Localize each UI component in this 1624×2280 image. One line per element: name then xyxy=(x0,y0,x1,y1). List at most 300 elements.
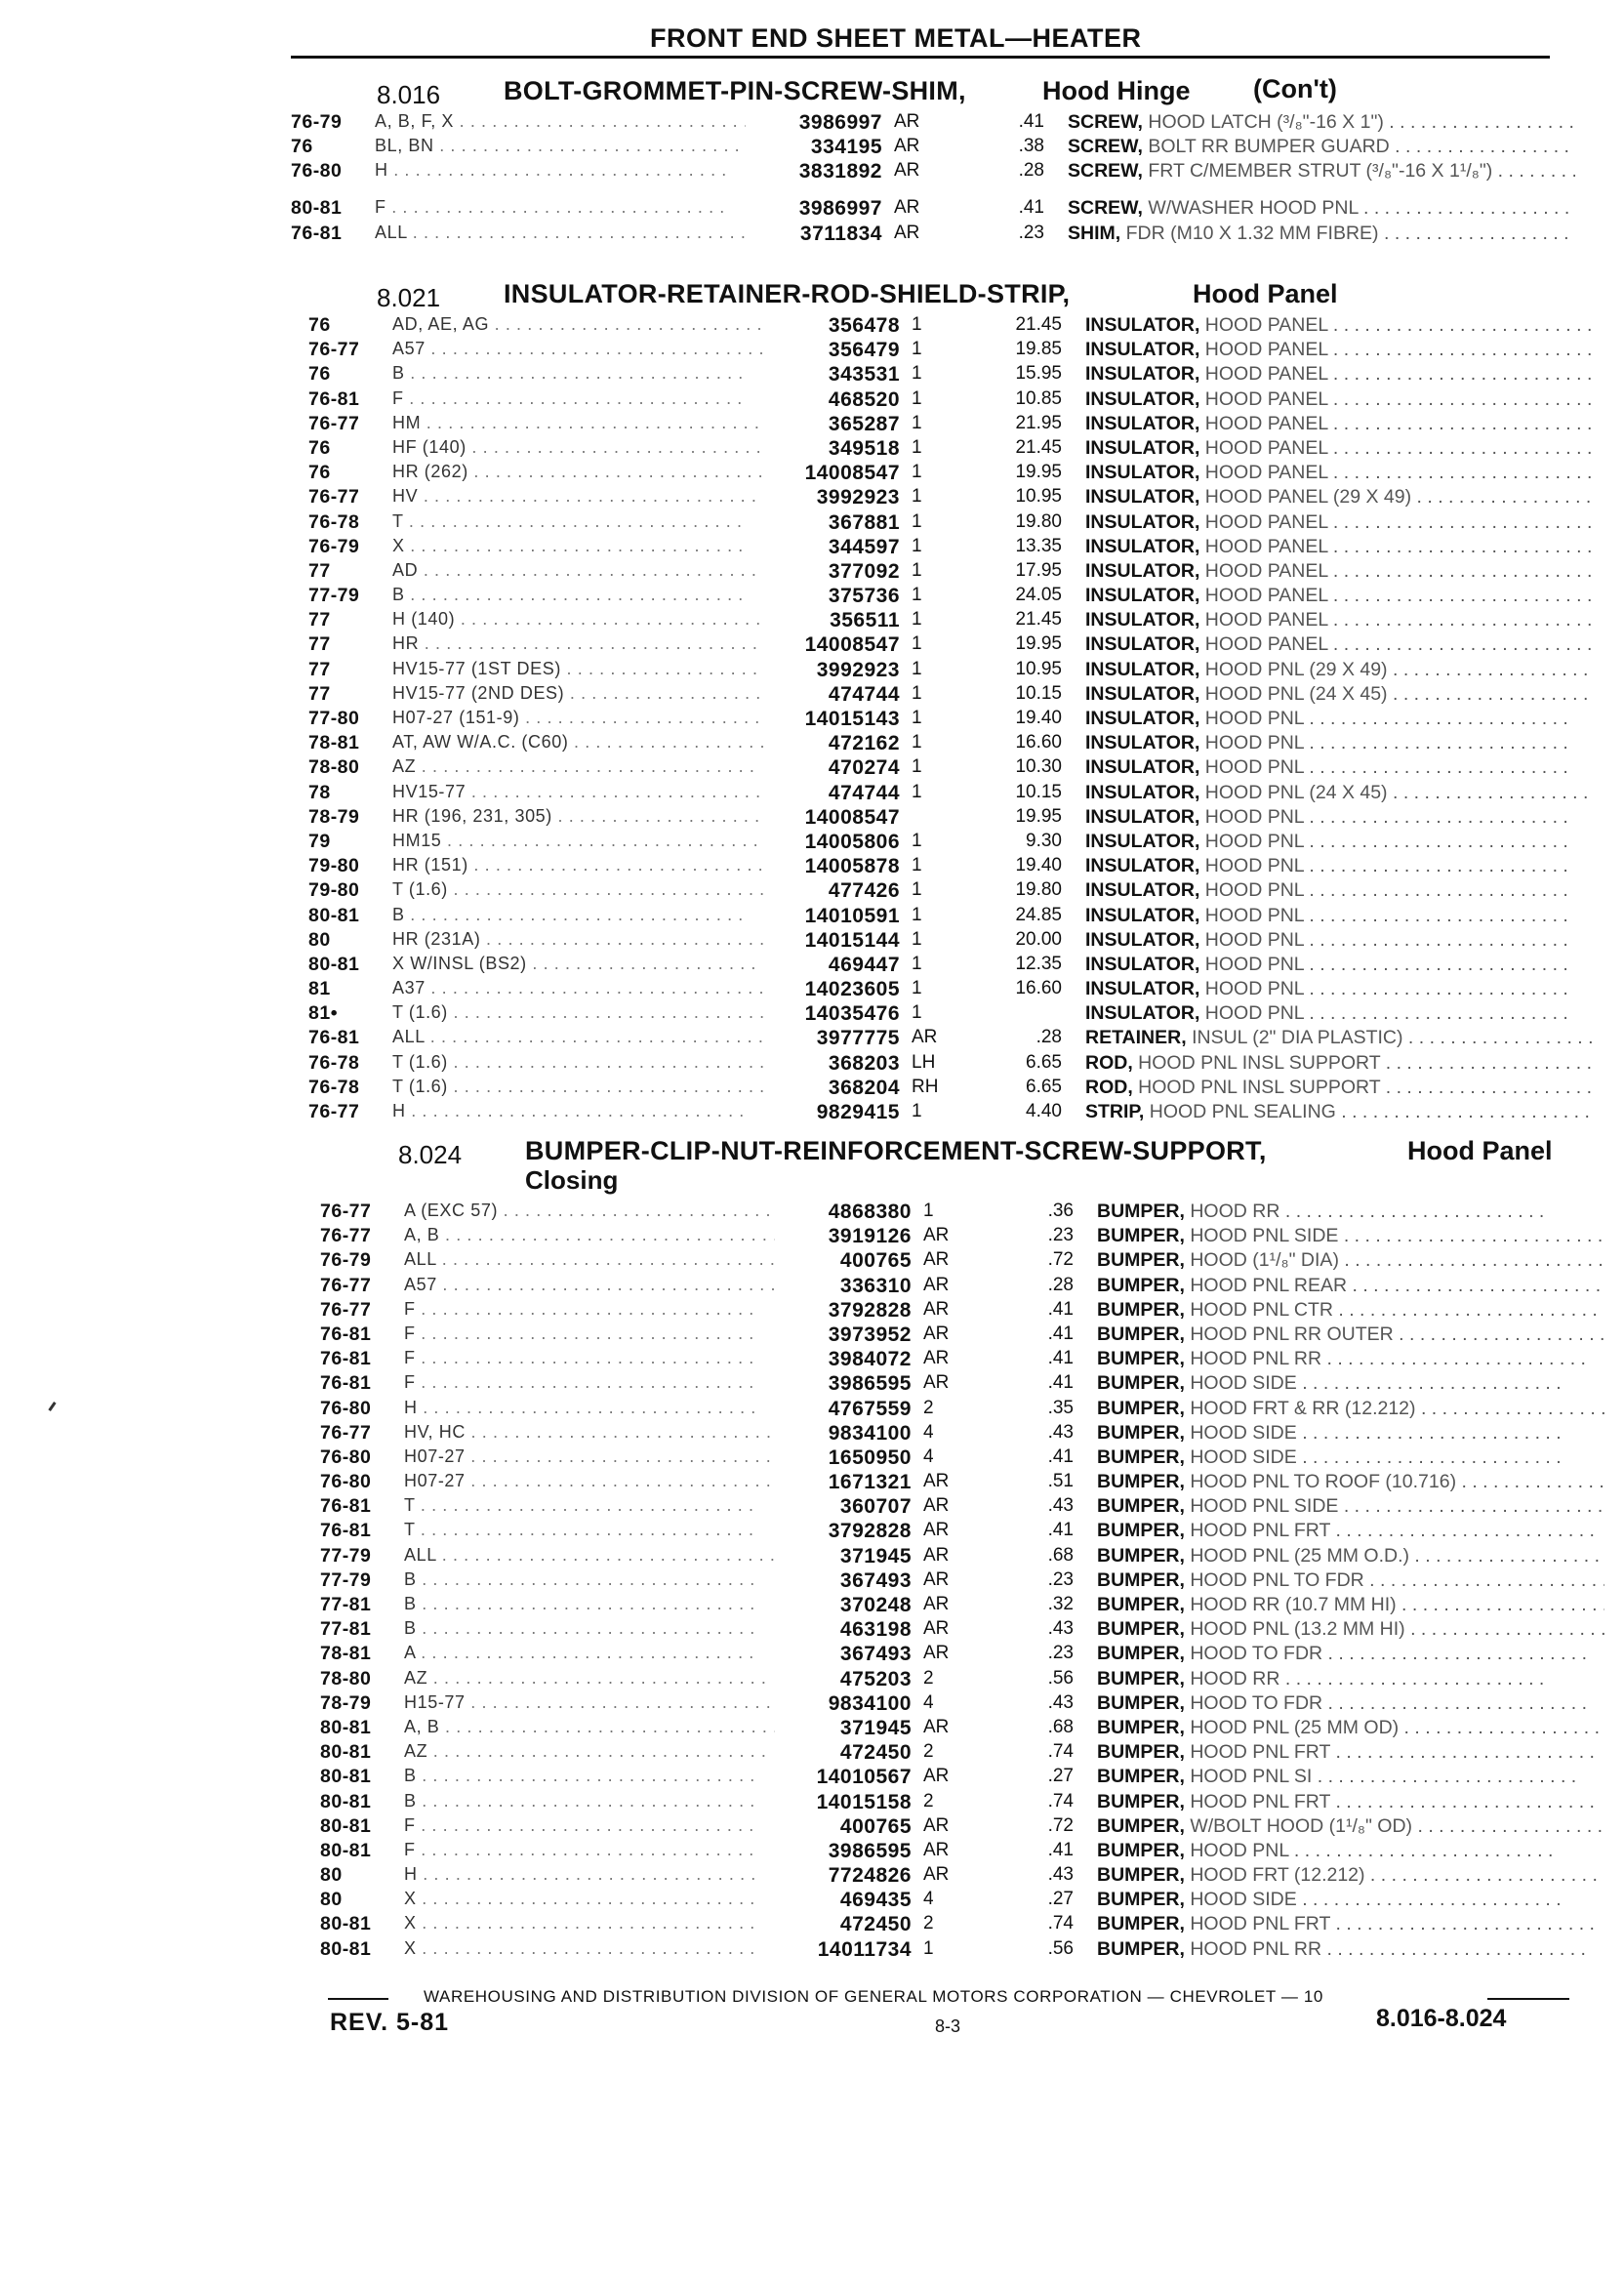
part-detail: HOOD PNL TO ROOF (10.716) . . . xyxy=(1190,1471,1604,1492)
parts-row xyxy=(320,1348,1569,1372)
part-type: BUMPER, xyxy=(1097,1667,1185,1690)
footer-rule-left xyxy=(328,1998,388,2000)
quantity: 1 xyxy=(912,1101,922,1121)
parts-row xyxy=(320,1913,1569,1937)
part-number: 3919126 xyxy=(828,1225,912,1248)
model-code: H15-77 . . . xyxy=(404,1692,775,1713)
price: .23 xyxy=(1047,1643,1074,1664)
model-code: H . . . xyxy=(404,1864,775,1885)
part-description xyxy=(1085,560,1593,583)
model-code: H . . . xyxy=(375,160,746,181)
model-code: A . . . xyxy=(404,1643,775,1663)
part-description xyxy=(1085,954,1593,976)
parts-row xyxy=(308,732,1569,756)
part-type: BUMPER, xyxy=(1097,1790,1185,1812)
quantity: AR xyxy=(923,1814,950,1836)
price: .23 xyxy=(1047,1568,1074,1590)
quantity: AR xyxy=(894,160,920,182)
model-code: B . . . xyxy=(404,1766,775,1786)
part-detail: HOOD PNL . . . xyxy=(1205,708,1568,729)
part-number: 472450 xyxy=(839,1741,912,1765)
model-code: B . . . xyxy=(404,1569,775,1590)
part-type: INSULATOR, xyxy=(1085,732,1200,754)
part-detail: HOOD PNL SEALING . . . xyxy=(1150,1101,1593,1122)
quantity: 1 xyxy=(912,830,922,851)
part-description xyxy=(1097,1643,1604,1665)
part-description xyxy=(1097,1398,1604,1420)
model-code: HR (262) . . . xyxy=(392,462,763,482)
quantity: AR xyxy=(923,1643,950,1664)
part-type: BUMPER, xyxy=(1097,1445,1185,1468)
model-code: A57 . . . xyxy=(392,339,763,359)
quantity: LH xyxy=(912,1051,936,1073)
model-code: X . . . xyxy=(404,1889,775,1909)
parts-row xyxy=(308,462,1569,486)
part-type: INSULATOR, xyxy=(1085,535,1200,557)
model-code: ALL . . . xyxy=(404,1249,775,1270)
header-rule xyxy=(291,56,1550,59)
quantity: AR xyxy=(923,1716,950,1737)
price: .32 xyxy=(1047,1594,1074,1614)
model-year: 76-77 xyxy=(308,1101,360,1122)
part-description xyxy=(1085,633,1593,656)
model-year: 78-79 xyxy=(320,1691,372,1714)
part-type: SCREW, xyxy=(1068,160,1143,183)
part-number: 14035476 xyxy=(804,1002,900,1026)
model-year: 78-79 xyxy=(308,805,360,828)
parts-row xyxy=(308,659,1569,683)
price: 16.60 xyxy=(1015,732,1062,753)
part-detail: HOOD PNL TO FDR . . . xyxy=(1190,1569,1604,1591)
model-year: 76 xyxy=(308,363,331,386)
quantity: 1 xyxy=(912,462,922,483)
quantity: AR xyxy=(923,1568,950,1590)
quantity: 2 xyxy=(923,1741,934,1763)
price: 10.15 xyxy=(1015,781,1062,802)
part-detail: HOOD PNL INSL SUPPORT . . . xyxy=(1138,1077,1593,1098)
model-year: 76-78 xyxy=(308,1076,360,1098)
part-type: BUMPER, xyxy=(1097,1937,1185,1960)
quantity: 2 xyxy=(923,1913,934,1934)
part-type: BUMPER, xyxy=(1097,1618,1185,1641)
quantity: AR xyxy=(923,1471,950,1492)
part-description xyxy=(1085,978,1593,1000)
model-year: 77-79 xyxy=(320,1544,372,1567)
model-code: B . . . xyxy=(392,585,763,605)
quantity: 4 xyxy=(923,1889,934,1910)
part-detail: HOOD PANEL . . . xyxy=(1205,609,1593,631)
model-code: A37 . . . xyxy=(392,978,763,998)
quantity: 1 xyxy=(912,609,922,631)
part-description xyxy=(1085,659,1593,681)
part-number: 1671321 xyxy=(828,1471,912,1494)
price: 19.40 xyxy=(1015,708,1062,728)
model-code: ALL . . . xyxy=(404,1545,775,1566)
price: 10.95 xyxy=(1015,486,1062,508)
part-number: 365287 xyxy=(828,412,900,435)
model-code: HR (196, 231, 305) . . . xyxy=(392,806,763,827)
price: 12.35 xyxy=(1015,953,1062,974)
model-code: A, B . . . xyxy=(404,1717,775,1737)
part-number: 375736 xyxy=(828,585,900,608)
parts-row xyxy=(308,978,1569,1002)
parts-row xyxy=(308,683,1569,708)
parts-row xyxy=(308,363,1569,387)
part-description xyxy=(1085,831,1593,853)
parts-row xyxy=(320,1741,1569,1766)
page-number: 8-3 xyxy=(935,2016,961,2036)
part-number: 349518 xyxy=(828,436,900,460)
model-code: X . . . xyxy=(404,1913,775,1934)
part-type: INSULATOR, xyxy=(1085,559,1200,582)
part-number: 14008547 xyxy=(804,805,900,829)
price: .41 xyxy=(1047,1839,1074,1860)
part-number: 3984072 xyxy=(828,1348,912,1371)
model-code: HR (151) . . . xyxy=(392,855,763,875)
part-number: 472162 xyxy=(828,732,900,755)
part-detail: HOOD PANEL . . . xyxy=(1205,314,1593,336)
model-year: 76-81 xyxy=(291,222,343,244)
quantity: 1 xyxy=(912,436,922,458)
model-code: T . . . xyxy=(392,511,763,532)
model-code: AD, AE, AG . . . xyxy=(392,314,763,335)
part-number: 368203 xyxy=(828,1051,900,1075)
parts-row xyxy=(308,511,1569,536)
part-detail: HOOD PNL . . . xyxy=(1190,1840,1553,1861)
price: 10.15 xyxy=(1015,682,1062,704)
parts-row xyxy=(320,1618,1569,1643)
model-year: 76-78 xyxy=(308,1051,360,1074)
price: .27 xyxy=(1047,1889,1074,1910)
model-code: T (1.6) . . . xyxy=(392,1002,763,1023)
model-code: HR . . . xyxy=(392,633,763,654)
parts-row xyxy=(320,1643,1569,1667)
part-type: ROD, xyxy=(1085,1051,1133,1074)
model-year: 80-81 xyxy=(320,1913,372,1935)
quantity: AR xyxy=(912,1027,938,1048)
price: 19.95 xyxy=(1015,805,1062,827)
model-code: HM . . . xyxy=(392,413,763,433)
quantity: 1 xyxy=(912,756,922,778)
quantity: AR xyxy=(923,1544,950,1566)
price: .23 xyxy=(1018,222,1044,243)
part-description xyxy=(1097,1569,1604,1592)
part-description xyxy=(1097,1201,1604,1223)
quantity: 1 xyxy=(912,633,922,655)
model-code: B . . . xyxy=(392,905,763,925)
model-year: 80 xyxy=(320,1889,343,1911)
footer-division: WAREHOUSING AND DISTRIBUTION DIVISION OF GENERAL MOTORS CORPORATION — CHEVROLET — 10 xyxy=(424,1987,1323,2006)
model-code: A, B . . . xyxy=(404,1225,775,1245)
part-type: INSULATOR, xyxy=(1085,708,1200,729)
price: .74 xyxy=(1047,1913,1074,1934)
part-number: 14015144 xyxy=(804,928,900,952)
part-type: BUMPER, xyxy=(1097,1594,1185,1615)
section-header xyxy=(291,1132,1569,1201)
section-8-024 xyxy=(291,1132,1569,1963)
part-description xyxy=(1085,339,1593,361)
page-title: FRONT END SHEET METAL—HEATER xyxy=(650,23,1142,53)
part-number: 400765 xyxy=(839,1249,912,1273)
price: .28 xyxy=(1035,1027,1062,1048)
parts-row xyxy=(308,855,1569,879)
part-number: 14015143 xyxy=(804,708,900,730)
price: 10.85 xyxy=(1015,387,1062,409)
quantity: 1 xyxy=(912,682,922,704)
part-description xyxy=(1068,111,1575,134)
part-type: SCREW, xyxy=(1068,197,1143,220)
price: .41 xyxy=(1047,1298,1074,1320)
part-description xyxy=(1068,136,1575,158)
part-number: 356479 xyxy=(828,339,900,362)
part-number: 334195 xyxy=(810,136,882,159)
part-detail: HOOD PNL INSL SUPPORT . . . xyxy=(1138,1052,1593,1074)
part-description xyxy=(1097,1545,1604,1568)
part-number: 470274 xyxy=(828,756,900,780)
model-year: 76-77 xyxy=(320,1225,372,1247)
model-code: AZ . . . xyxy=(404,1741,775,1762)
part-description xyxy=(1085,1027,1593,1049)
parts-row xyxy=(308,486,1569,510)
parts-row xyxy=(320,1938,1569,1963)
quantity: 1 xyxy=(912,510,922,532)
part-type: INSULATOR, xyxy=(1085,953,1200,975)
parts-row xyxy=(308,1052,1569,1077)
part-number: 14005806 xyxy=(804,830,900,853)
part-number: 370248 xyxy=(839,1594,912,1616)
model-year: 78-81 xyxy=(308,732,360,754)
parts-row xyxy=(308,1002,1569,1027)
part-description xyxy=(1097,1372,1604,1395)
parts-row xyxy=(320,1372,1569,1397)
part-detail: HOOD PNL SI . . . xyxy=(1190,1766,1576,1787)
part-detail: HOOD SIDE . . . xyxy=(1190,1889,1561,1910)
part-detail: HOOD PANEL . . . xyxy=(1205,437,1593,459)
model-code: B . . . xyxy=(404,1594,775,1614)
quantity: 1 xyxy=(912,585,922,606)
parts-row xyxy=(320,1545,1569,1569)
parts-row xyxy=(320,1717,1569,1741)
parts-row xyxy=(308,929,1569,954)
part-type: INSULATOR, xyxy=(1085,436,1200,459)
part-detail: HOOD PNL FRT . . . xyxy=(1190,1520,1595,1541)
price: .68 xyxy=(1047,1544,1074,1566)
part-detail: HOOD PNL (24 X 45) . . . xyxy=(1205,782,1593,803)
stray-mark xyxy=(48,1402,56,1411)
price: .28 xyxy=(1047,1274,1074,1295)
parts-row xyxy=(308,437,1569,462)
model-code: AZ . . . xyxy=(404,1668,775,1689)
model-year: 76 xyxy=(291,136,313,158)
model-code: H07-27 (151-9) . . . xyxy=(392,708,763,728)
part-number: 469435 xyxy=(839,1889,912,1912)
parts-row xyxy=(308,1077,1569,1101)
model-code: A57 . . . xyxy=(404,1275,775,1295)
part-detail: W/WASHER HOOD PNL . . . xyxy=(1148,197,1575,219)
part-number: 3792828 xyxy=(828,1298,912,1322)
part-description xyxy=(1085,314,1593,337)
part-type: INSULATOR, xyxy=(1085,682,1200,705)
model-year: 80-81 xyxy=(320,1766,372,1788)
part-number: 3973952 xyxy=(828,1323,912,1346)
model-year: 79-80 xyxy=(308,879,360,902)
part-detail: W/BOLT HOOD (1¹/₈" OD) . . . xyxy=(1190,1815,1604,1837)
part-type: BUMPER, xyxy=(1097,1298,1185,1321)
model-year: 77-79 xyxy=(308,585,360,607)
model-code: H07-27 . . . xyxy=(404,1446,775,1467)
part-description xyxy=(1085,683,1593,706)
price: 19.95 xyxy=(1015,633,1062,655)
part-type: ROD, xyxy=(1085,1076,1133,1098)
part-type: INSULATOR, xyxy=(1085,609,1200,631)
part-type: INSULATOR, xyxy=(1085,510,1200,533)
price: .51 xyxy=(1047,1471,1074,1492)
parts-row xyxy=(320,1201,1569,1225)
model-code: HV15-77 (2ND DES) . . . xyxy=(392,683,763,704)
part-number: 477426 xyxy=(828,879,900,903)
quantity: 1 xyxy=(912,904,922,925)
price: 21.45 xyxy=(1015,609,1062,631)
part-type: INSULATOR, xyxy=(1085,830,1200,852)
section-title: INSULATOR-RETAINER-ROD-SHIELD-STRIP, xyxy=(504,279,1071,308)
part-description xyxy=(1097,1249,1604,1272)
parts-row xyxy=(320,1520,1569,1544)
part-detail: HOOD PNL (13.2 MM HI) . . . xyxy=(1190,1618,1604,1640)
model-code: ALL . . . xyxy=(392,1027,763,1047)
quantity: AR xyxy=(894,197,920,219)
price: 6.65 xyxy=(1026,1076,1062,1097)
quantity: 4 xyxy=(923,1691,934,1713)
model-year: 80 xyxy=(308,928,331,951)
price: .41 xyxy=(1047,1372,1074,1394)
part-description xyxy=(1085,388,1593,411)
quantity: AR xyxy=(894,111,920,132)
price: .38 xyxy=(1018,136,1044,157)
part-description xyxy=(1085,1077,1593,1099)
parts-list xyxy=(320,1201,1569,1963)
quantity: AR xyxy=(923,1495,950,1517)
part-detail: FDR (M10 X 1.32 MM FIBRE) . . . xyxy=(1126,223,1575,244)
part-detail: HOOD FRT & RR (12.212) . . . xyxy=(1190,1398,1604,1419)
part-type: BUMPER, xyxy=(1097,1372,1185,1395)
quantity: 1 xyxy=(912,732,922,753)
part-detail: HOOD TO FDR . . . xyxy=(1190,1643,1587,1664)
model-year: 76-80 xyxy=(320,1471,372,1493)
model-code: F . . . xyxy=(404,1323,775,1344)
section-range: 8.016-8.024 xyxy=(1376,2005,1507,2032)
part-number: 368204 xyxy=(828,1076,900,1099)
part-description xyxy=(1097,1594,1604,1616)
part-description xyxy=(1097,1692,1604,1715)
part-description xyxy=(1097,1913,1604,1935)
model-year: 77-79 xyxy=(320,1568,372,1591)
price: .23 xyxy=(1047,1225,1074,1246)
part-type: BUMPER, xyxy=(1097,1421,1185,1444)
part-type: BUMPER, xyxy=(1097,1691,1185,1714)
parts-row xyxy=(320,1668,1569,1692)
quantity: 1 xyxy=(912,708,922,728)
parts-row xyxy=(320,1692,1569,1717)
model-code: T (1.6) . . . xyxy=(392,1077,763,1097)
part-type: BUMPER, xyxy=(1097,1201,1185,1222)
part-description xyxy=(1085,462,1593,484)
model-year: 76-79 xyxy=(320,1249,372,1272)
quantity: 1 xyxy=(912,363,922,385)
part-description xyxy=(1085,782,1593,804)
parts-row xyxy=(320,1422,1569,1446)
part-number: 468520 xyxy=(828,387,900,411)
parts-row xyxy=(308,536,1569,560)
section-header xyxy=(291,72,1569,111)
part-description xyxy=(1068,160,1575,183)
model-code: HV15-77 . . . xyxy=(392,782,763,802)
part-description xyxy=(1085,1002,1593,1025)
quantity: 1 xyxy=(912,978,922,999)
part-type: INSULATOR, xyxy=(1085,978,1200,1000)
part-detail: HOOD PANEL . . . xyxy=(1205,511,1593,533)
part-number: 469447 xyxy=(828,953,900,976)
part-type: INSULATOR, xyxy=(1085,387,1200,410)
part-number: 360707 xyxy=(839,1495,912,1519)
part-number: 371945 xyxy=(839,1716,912,1739)
part-detail: HOOD PNL . . . xyxy=(1205,1002,1568,1024)
part-description xyxy=(1085,437,1593,460)
model-code: F . . . xyxy=(375,197,746,218)
parts-row xyxy=(308,609,1569,633)
part-detail: HOOD PNL . . . xyxy=(1205,978,1568,999)
revision-label: REV. 5-81 xyxy=(330,2009,450,2036)
price: 19.80 xyxy=(1015,879,1062,901)
part-number: 14008547 xyxy=(804,633,900,657)
part-number: 14011734 xyxy=(817,1937,912,1961)
part-description xyxy=(1085,609,1593,631)
part-detail: HOOD PNL FRT . . . xyxy=(1190,1741,1595,1763)
model-year: 76-77 xyxy=(320,1274,372,1296)
price: .43 xyxy=(1047,1421,1074,1443)
parts-row xyxy=(320,1495,1569,1520)
price: .74 xyxy=(1047,1741,1074,1763)
part-type: BUMPER, xyxy=(1097,1471,1185,1493)
parts-row xyxy=(320,1594,1569,1618)
model-code: F . . . xyxy=(404,1299,775,1320)
model-code: B . . . xyxy=(392,363,763,384)
part-number: 3831892 xyxy=(798,160,882,183)
part-type: BUMPER, xyxy=(1097,1568,1185,1591)
model-year: 80-81 xyxy=(320,1937,372,1960)
section-continued: (Con't) xyxy=(1253,74,1337,103)
part-description xyxy=(1085,929,1593,952)
price: 4.40 xyxy=(1026,1101,1062,1121)
part-detail: HOOD PNL . . . xyxy=(1205,929,1568,951)
part-detail: HOOD PNL (24 X 45) . . . xyxy=(1205,683,1593,705)
model-year: 76-81 xyxy=(320,1372,372,1395)
model-year: 76-77 xyxy=(308,339,360,361)
parts-row xyxy=(320,1864,1569,1889)
parts-row xyxy=(320,1815,1569,1840)
part-detail: HOOD PNL CTR . . . xyxy=(1190,1299,1598,1321)
model-code: A (EXC 57) . . . xyxy=(404,1201,775,1221)
model-code: T (1.6) . . . xyxy=(392,1052,763,1073)
quantity: 1 xyxy=(912,486,922,508)
parts-row xyxy=(291,223,1569,247)
model-year: 81• xyxy=(308,1002,339,1025)
model-year: 76-77 xyxy=(320,1298,372,1321)
part-type: INSULATOR, xyxy=(1085,1002,1200,1025)
part-number: 367881 xyxy=(828,510,900,534)
part-detail: HOOD SIDE . . . xyxy=(1190,1446,1561,1468)
price: .72 xyxy=(1047,1249,1074,1271)
model-code: AZ . . . xyxy=(392,756,763,777)
